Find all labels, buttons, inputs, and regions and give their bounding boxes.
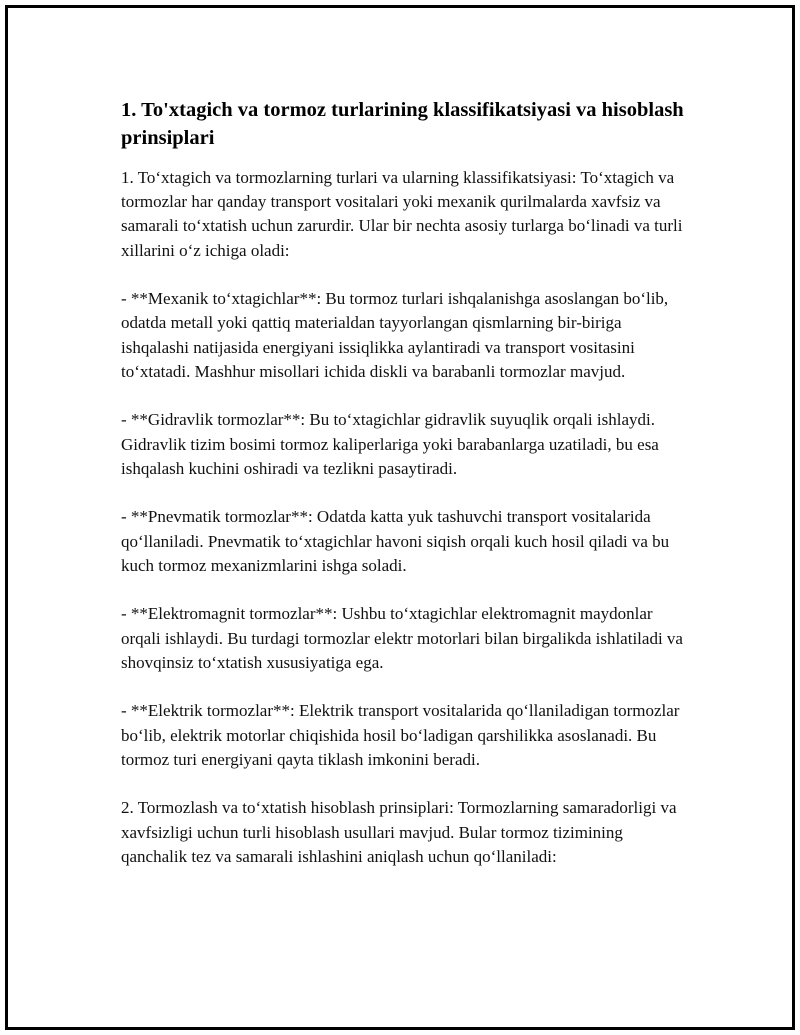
paragraph-pneumatic-brakes: - **Pnevmatik tormozlar**: Odatda katta yuk tashuvchi transport vositalarida qo‘llaniladi. Pnevmatik to‘xtagichlar havoni siqish orqali kuch hosil qiladi va bu kuch tormoz mexanizmlarini ishga soladi.: [121, 507, 670, 575]
paragraph-hydraulic-brakes: - **Gidravlik tormozlar**: Bu to‘xtagichlar gidravlik suyuqlik orqali ishlaydi. Gidravlik tizim bosimi tormoz kaliperlariga yoki barabanlarga uzatiladi, bu esa ishqalash kuchini oshiradi va tezlikni pasaytiradi.: [121, 410, 659, 478]
paragraph-calculation-principles: 2. Tormozlash va to‘xtatish hisoblash prinsiplari: Tormozlarning samaradorligi va xavfsizligi uchun turli hisoblash usullari mavjud. Bular tormoz tizimining qanchalik tez va samarali ishlashini aniqlash uchun qo‘llaniladi:: [121, 798, 677, 866]
paragraph-mechanical-brakes: - **Mexanik to‘xtagichlar**: Bu tormoz turlari ishqalanishga asoslangan bo‘lib, odatda metall yoki qattiq materialdan tayyorlangan qismlarning bir-biriga ishqalashi natijasida energiyani issiqlikka aylantiradi va transport vositasini to‘xtatadi. Mashhur misollari ichida diskli va barabanli tormozlar mavjud.: [121, 289, 669, 381]
document-page: [5, 5, 795, 1030]
paragraph-intro: 1. To‘xtagich va tormozlarning turlari va ularning klassifikatsiyasi: To‘xtagich va tormozlar har qanday transport vositalari yoki mexanik qurilmalarda xavfsiz va samarali to‘xtatish uchun zarurdir. Ular bir nechta asosiy turlarga bo‘linadi va turli xillarini o‘z ichiga oladi:: [121, 168, 683, 260]
document-content: [121, 96, 686, 893]
paragraph-electric-brakes: - **Elektrik tormozlar**: Elektrik transport vositalarida qo‘llaniladigan tormozlar bo‘lib, elektrik motorlar chiqishida hosil bo‘ladigan qarshilikka asoslanadi. Bu tormoz turi energiyani qayta tiklash imkonini beradi.: [121, 701, 680, 769]
document-title: 1. To'xtagich va tormoz turlarining klassifikatsiyasi va hisoblash prinsiplari: [121, 99, 684, 149]
paragraph-electromagnetic-brakes: - **Elektromagnit tormozlar**: Ushbu to‘xtagichlar elektromagnit maydonlar orqali ishlaydi. Bu turdagi tormozlar elektr motorlari bilan birgalikda ishlatiladi va shovqinsiz to‘xtatish xususiyatiga ega.: [121, 604, 683, 672]
